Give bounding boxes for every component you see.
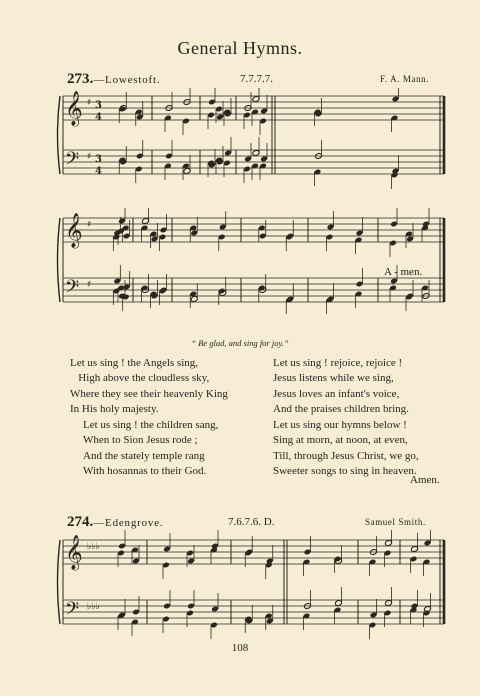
svg-text:3: 3 bbox=[95, 100, 102, 111]
stanza-4: Let us sing our hymns below ! Sing at morn, at noon, at even, Till, through Jesus Christ, we go, Sweeter songs to sing in heaven. bbox=[273, 419, 419, 478]
score-engraving bbox=[58, 208, 445, 314]
tune-name: —Lowestoft. bbox=[93, 74, 161, 86]
stanza-1: Let us sing ! the Angels sing, High above the cloudless sky, Where they see their heavenly King In His holy majesty. bbox=[70, 357, 228, 416]
svg-text:𝄢: 𝄢 bbox=[65, 277, 80, 302]
hymn-number: 273. bbox=[67, 71, 94, 87]
svg-text:𝄞: 𝄞 bbox=[65, 535, 83, 570]
tune-name: —Edengrove. bbox=[93, 517, 164, 529]
hymn-number: 274. bbox=[67, 514, 94, 530]
score-engraving bbox=[58, 88, 445, 189]
svg-text:4: 4 bbox=[95, 112, 102, 123]
hymn-meter: 7.7.7.7. bbox=[240, 73, 273, 85]
score-engraving bbox=[58, 530, 445, 639]
svg-text:𝄢: 𝄢 bbox=[65, 149, 80, 174]
svg-text:♯: ♯ bbox=[87, 152, 92, 162]
svg-text:4: 4 bbox=[95, 166, 102, 177]
page-number: 108 bbox=[231, 642, 249, 654]
svg-text:♭♭♭: ♭♭♭ bbox=[87, 542, 100, 552]
stanza-2: Let us sing ! the children sang, When to Sion Jesus rode ; And the stately temple rang With hosannas to their God. bbox=[83, 419, 219, 478]
svg-text:♯: ♯ bbox=[87, 280, 92, 290]
hymn-caption: “ Be glad, and sing for joy.” bbox=[191, 338, 289, 348]
page-header: General Hymns. bbox=[177, 38, 303, 58]
hymn-273-heading bbox=[67, 70, 160, 88]
stanza-3: Let us sing ! rejoice, rejoice ! Jesus listens while we sing, Jesus loves an infant's voice, And the praises children bring. bbox=[273, 357, 409, 416]
svg-text:𝄢: 𝄢 bbox=[65, 599, 80, 624]
svg-text:♭♭♭: ♭♭♭ bbox=[87, 602, 100, 612]
hymn-meter: 7.6.7.6. D. bbox=[228, 516, 275, 528]
music-score-274-system-1 bbox=[0, 530, 480, 640]
hymn-274-heading bbox=[67, 513, 163, 531]
amen-lyric: A - men. bbox=[384, 266, 423, 278]
composer-name: Samuel Smith. bbox=[365, 517, 426, 527]
music-score-273-system-1 bbox=[0, 88, 480, 198]
svg-text:3: 3 bbox=[95, 154, 102, 165]
amen-text: Amen. bbox=[410, 474, 440, 486]
composer-name: F. A. Mann. bbox=[380, 74, 430, 84]
svg-text:𝄞: 𝄞 bbox=[65, 213, 83, 248]
svg-text:♯: ♯ bbox=[87, 220, 92, 230]
svg-text:𝄞: 𝄞 bbox=[65, 91, 83, 126]
svg-text:♯: ♯ bbox=[87, 98, 92, 108]
